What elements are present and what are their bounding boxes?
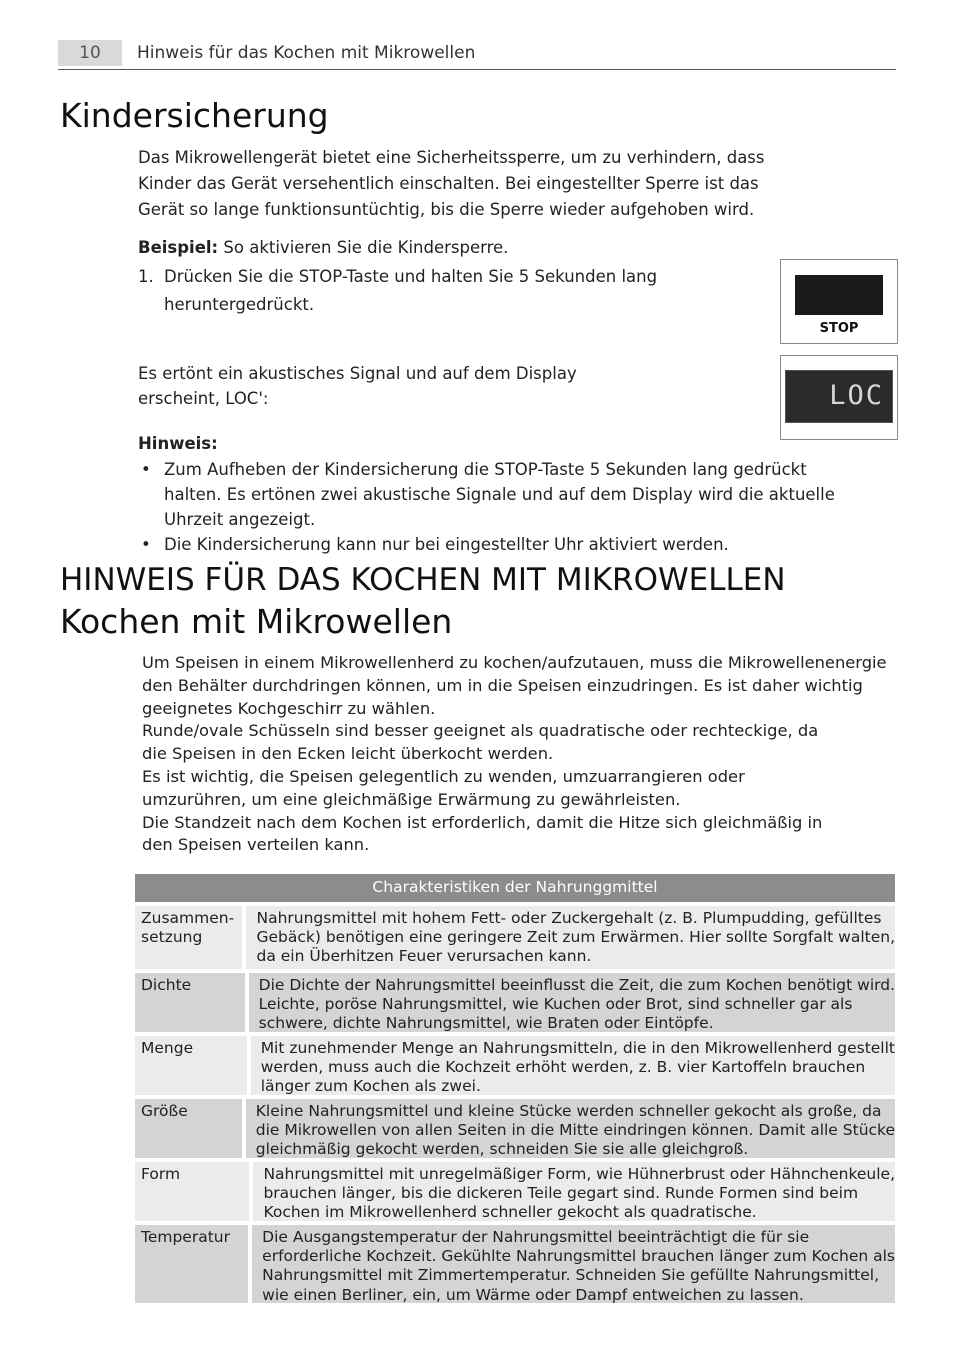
table-desc: Die Dichte der Nahrungsmittel beeinflusst die Zeit, die zum Kochen benötigt wird. Leichte, poröse Nahrungsmittel, wie Kuchen oder Brot, sind schneller gar als schwere, dichte Nahrungsmittel, wie Braten oder Eintöpfe.: [249, 973, 895, 1032]
stop-button-illustration: [780, 259, 898, 344]
stop-label: STOP: [819, 321, 859, 336]
table-row: [135, 973, 895, 1032]
table-term: Temperatur: [135, 1225, 248, 1303]
table-header: Charakteristiken der Nahrunggmittel: [135, 874, 895, 902]
table-term: Zusammen- setzung: [135, 906, 242, 969]
page-number: 10: [58, 40, 122, 66]
chapter-title: HINWEIS FÜR DAS KOCHEN MIT MIKROWELLEN: [60, 562, 786, 598]
table-term: Menge: [135, 1036, 247, 1095]
list-item: • Zum Aufheben der Kindersicherung die STOP-Taste 5 Sekunden lang gedrückt halten. Es ertönen zwei akustische Signale und auf dem Display wird die aktuelle Uhrzeit angezeigt.: [141, 460, 835, 529]
step-number: 1.: [138, 267, 154, 286]
section-title-kochen: Kochen mit Mikrowellen: [60, 602, 453, 641]
table-row: [135, 906, 895, 969]
table-row: [135, 1162, 895, 1221]
loc-readout: LOC: [829, 380, 884, 411]
list-item: • Die Kindersicherung kann nur bei eingestellter Uhr aktiviert werden.: [141, 535, 729, 554]
loc-display-illustration: [780, 355, 898, 440]
table-row: [135, 1036, 895, 1095]
running-title: Hinweis für das Kochen mit Mikrowellen: [137, 43, 476, 63]
table-desc: Die Ausgangstemperatur der Nahrungsmittel beeinträchtigt die für sie erforderliche Kochzeit. Gekühlte Nahrungsmittel brauchen länger zum Kochen als Nahrungsmittel mit Zimmertemperatur. Schneiden Sie gefüllte Nahrungsmittel, wie einen Berliner, ein, um Wärme oder Dampf entweichen zu lassen.: [252, 1225, 895, 1303]
table-row: [135, 1225, 895, 1303]
table-term: Größe: [135, 1099, 242, 1158]
table-row: [135, 1099, 895, 1158]
display-loc: [785, 370, 893, 423]
example-line: [138, 235, 508, 261]
intro-paragraph: Das Mikrowellengerät bietet eine Sicherheitssperre, um zu verhindern, dass Kinder das Gerät versehentlich einschalten. Bei eingestellter Sperre ist das Gerät so lange funktionsuntüchtig, bis die Sperre wieder aufgehoben wird.: [138, 148, 765, 219]
table-term: Dichte: [135, 973, 245, 1032]
food-characteristics-table: [135, 874, 895, 1303]
table-desc: Nahrungsmittel mit unregelmäßiger Form, wie Hühnerbrust oder Hähnchenkeule, brauchen länger, bis die dickeren Teile gegart sind. Runde Formen sind beim Kochen im Mikrowellenherd schneller gekocht als quadratische.: [253, 1162, 895, 1221]
example-label: Beispiel:: [138, 238, 219, 257]
section-title-kindersicherung: Kindersicherung: [60, 96, 329, 135]
table-desc: Kleine Nahrungsmittel und kleine Stücke werden schneller gekocht als große, da die Mikrowellen von allen Seiten in die Mitte eindringen können. Damit alle Stücke gleichmäßig gekocht werden, schneiden Sie sie alle gleichgroß.: [246, 1099, 895, 1158]
header-rule: [58, 69, 896, 70]
table-desc: Mit zunehmender Menge an Nahrungsmitteln, die in den Mikrowellenherd gestellt werden, muss auch die Kochzeit erhöht werden, z. B. vier Kartoffeln brauchen länger zum Kochen als zwei.: [251, 1036, 895, 1095]
microwave-paragraph: Um Speisen in einem Mikrowellenherd zu kochen/aufzutauen, muss die Mikrowellenenergie den Behälter durchdringen können, um in die Speisen einzudringen. Es ist daher wichtig geeignetes Kochgeschirr zu wählen. Runde/ovale Schüsseln sind besser geeignet als quadratische oder rechteckige, da die Speisen in den Ecken leicht überkocht werden. Es ist wichtig, die Speisen gelegentlich zu wenden, umzuarrangieren oder umzurühren, um eine gleichmäßige Erwärmung zu gewährleisten. Die Standzeit nach dem Kochen ist erforderlich, damit die Hitze sich gleichmäßig in den Speisen verteilen kann.: [142, 653, 887, 855]
signal-paragraph: Es ertönt ein akustisches Signal und auf dem Display erscheint, LOC':: [138, 364, 577, 408]
table-term: Form: [135, 1162, 249, 1221]
display-blank: [795, 275, 883, 315]
note-label: Hinweis:: [138, 434, 218, 453]
example-text: So aktivieren Sie die Kindersperre.: [218, 238, 509, 257]
note-bullets: [141, 457, 835, 557]
table-desc: Nahrungsmittel mit hohem Fett- oder Zuckergehalt (z. B. Plumpudding, gefülltes Gebäck) benötigen eine geringere Zeit zum Erwärmen. Hier sollte Sorgfalt walten, da ein Überhitzen Feuer verursachen kann.: [246, 906, 895, 969]
